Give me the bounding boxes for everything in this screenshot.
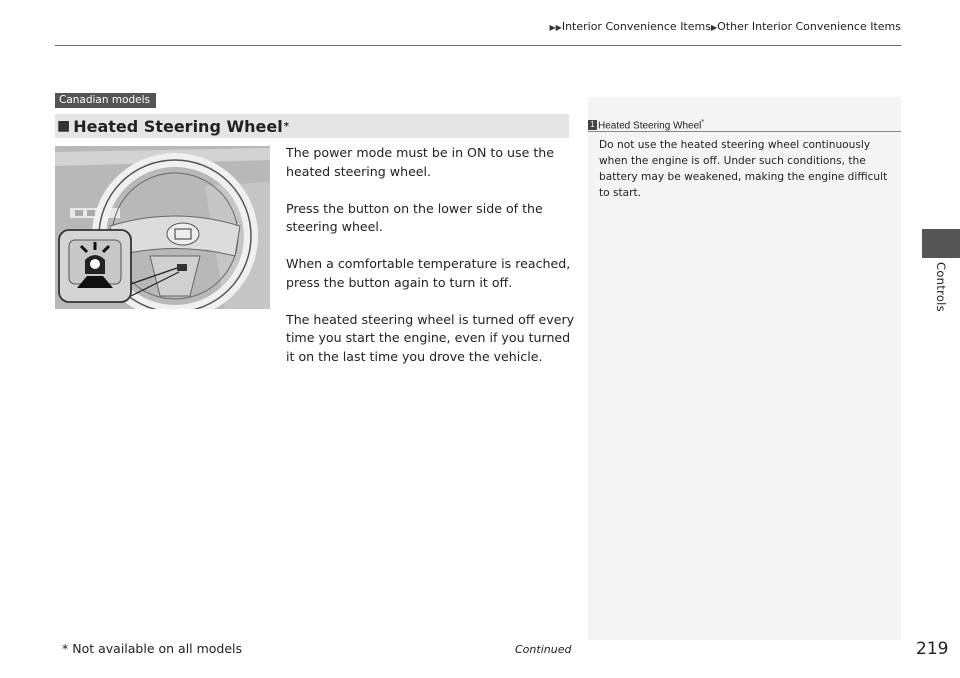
section-header <box>55 114 569 138</box>
body-text <box>286 144 576 385</box>
arrow-icon: ▶ <box>710 23 718 32</box>
breadcrumb-item[interactable]: Other Interior Convenience Items <box>717 20 901 33</box>
paragraph: The power mode must be in ON to use the heated steering wheel. <box>286 145 554 179</box>
chapter-tab[interactable] <box>922 229 960 258</box>
section-title: Heated Steering Wheel <box>73 116 283 136</box>
header-divider <box>55 45 901 46</box>
note-title: Heated Steering Wheel <box>598 120 702 132</box>
square-bullet-icon: ■ <box>57 118 71 134</box>
reference-number-icon: 1 <box>588 120 597 130</box>
paragraph: When a comfortable temperature is reached, press the button again to turn it off. <box>286 256 571 290</box>
page-number: 219 <box>916 639 949 659</box>
double-arrow-icon: ▶▶ <box>549 23 562 32</box>
asterisk-marker: * <box>283 120 289 132</box>
footnote: * Not available on all models <box>62 641 243 656</box>
paragraph: The heated steering wheel is turned off every time you start the engine, even if you turned it on the last time you drove the vehicle. <box>286 311 575 364</box>
continued-label: Continued <box>515 643 572 656</box>
breadcrumb-item[interactable]: Interior Convenience Items <box>561 20 711 33</box>
asterisk-marker: * <box>701 119 705 126</box>
chapter-label: Controls <box>934 262 948 312</box>
model-tag: Canadian models <box>55 93 156 108</box>
paragraph: Press the button on the lower side of the steering wheel. <box>286 200 543 234</box>
note-header <box>588 116 901 132</box>
steering-wheel-illustration <box>55 146 270 309</box>
breadcrumb <box>520 20 901 33</box>
note-text: Do not use the heated steering wheel continuously when the engine is off. Under such conditions, the battery may be weakened, making the engine difficult to start. <box>599 139 888 199</box>
